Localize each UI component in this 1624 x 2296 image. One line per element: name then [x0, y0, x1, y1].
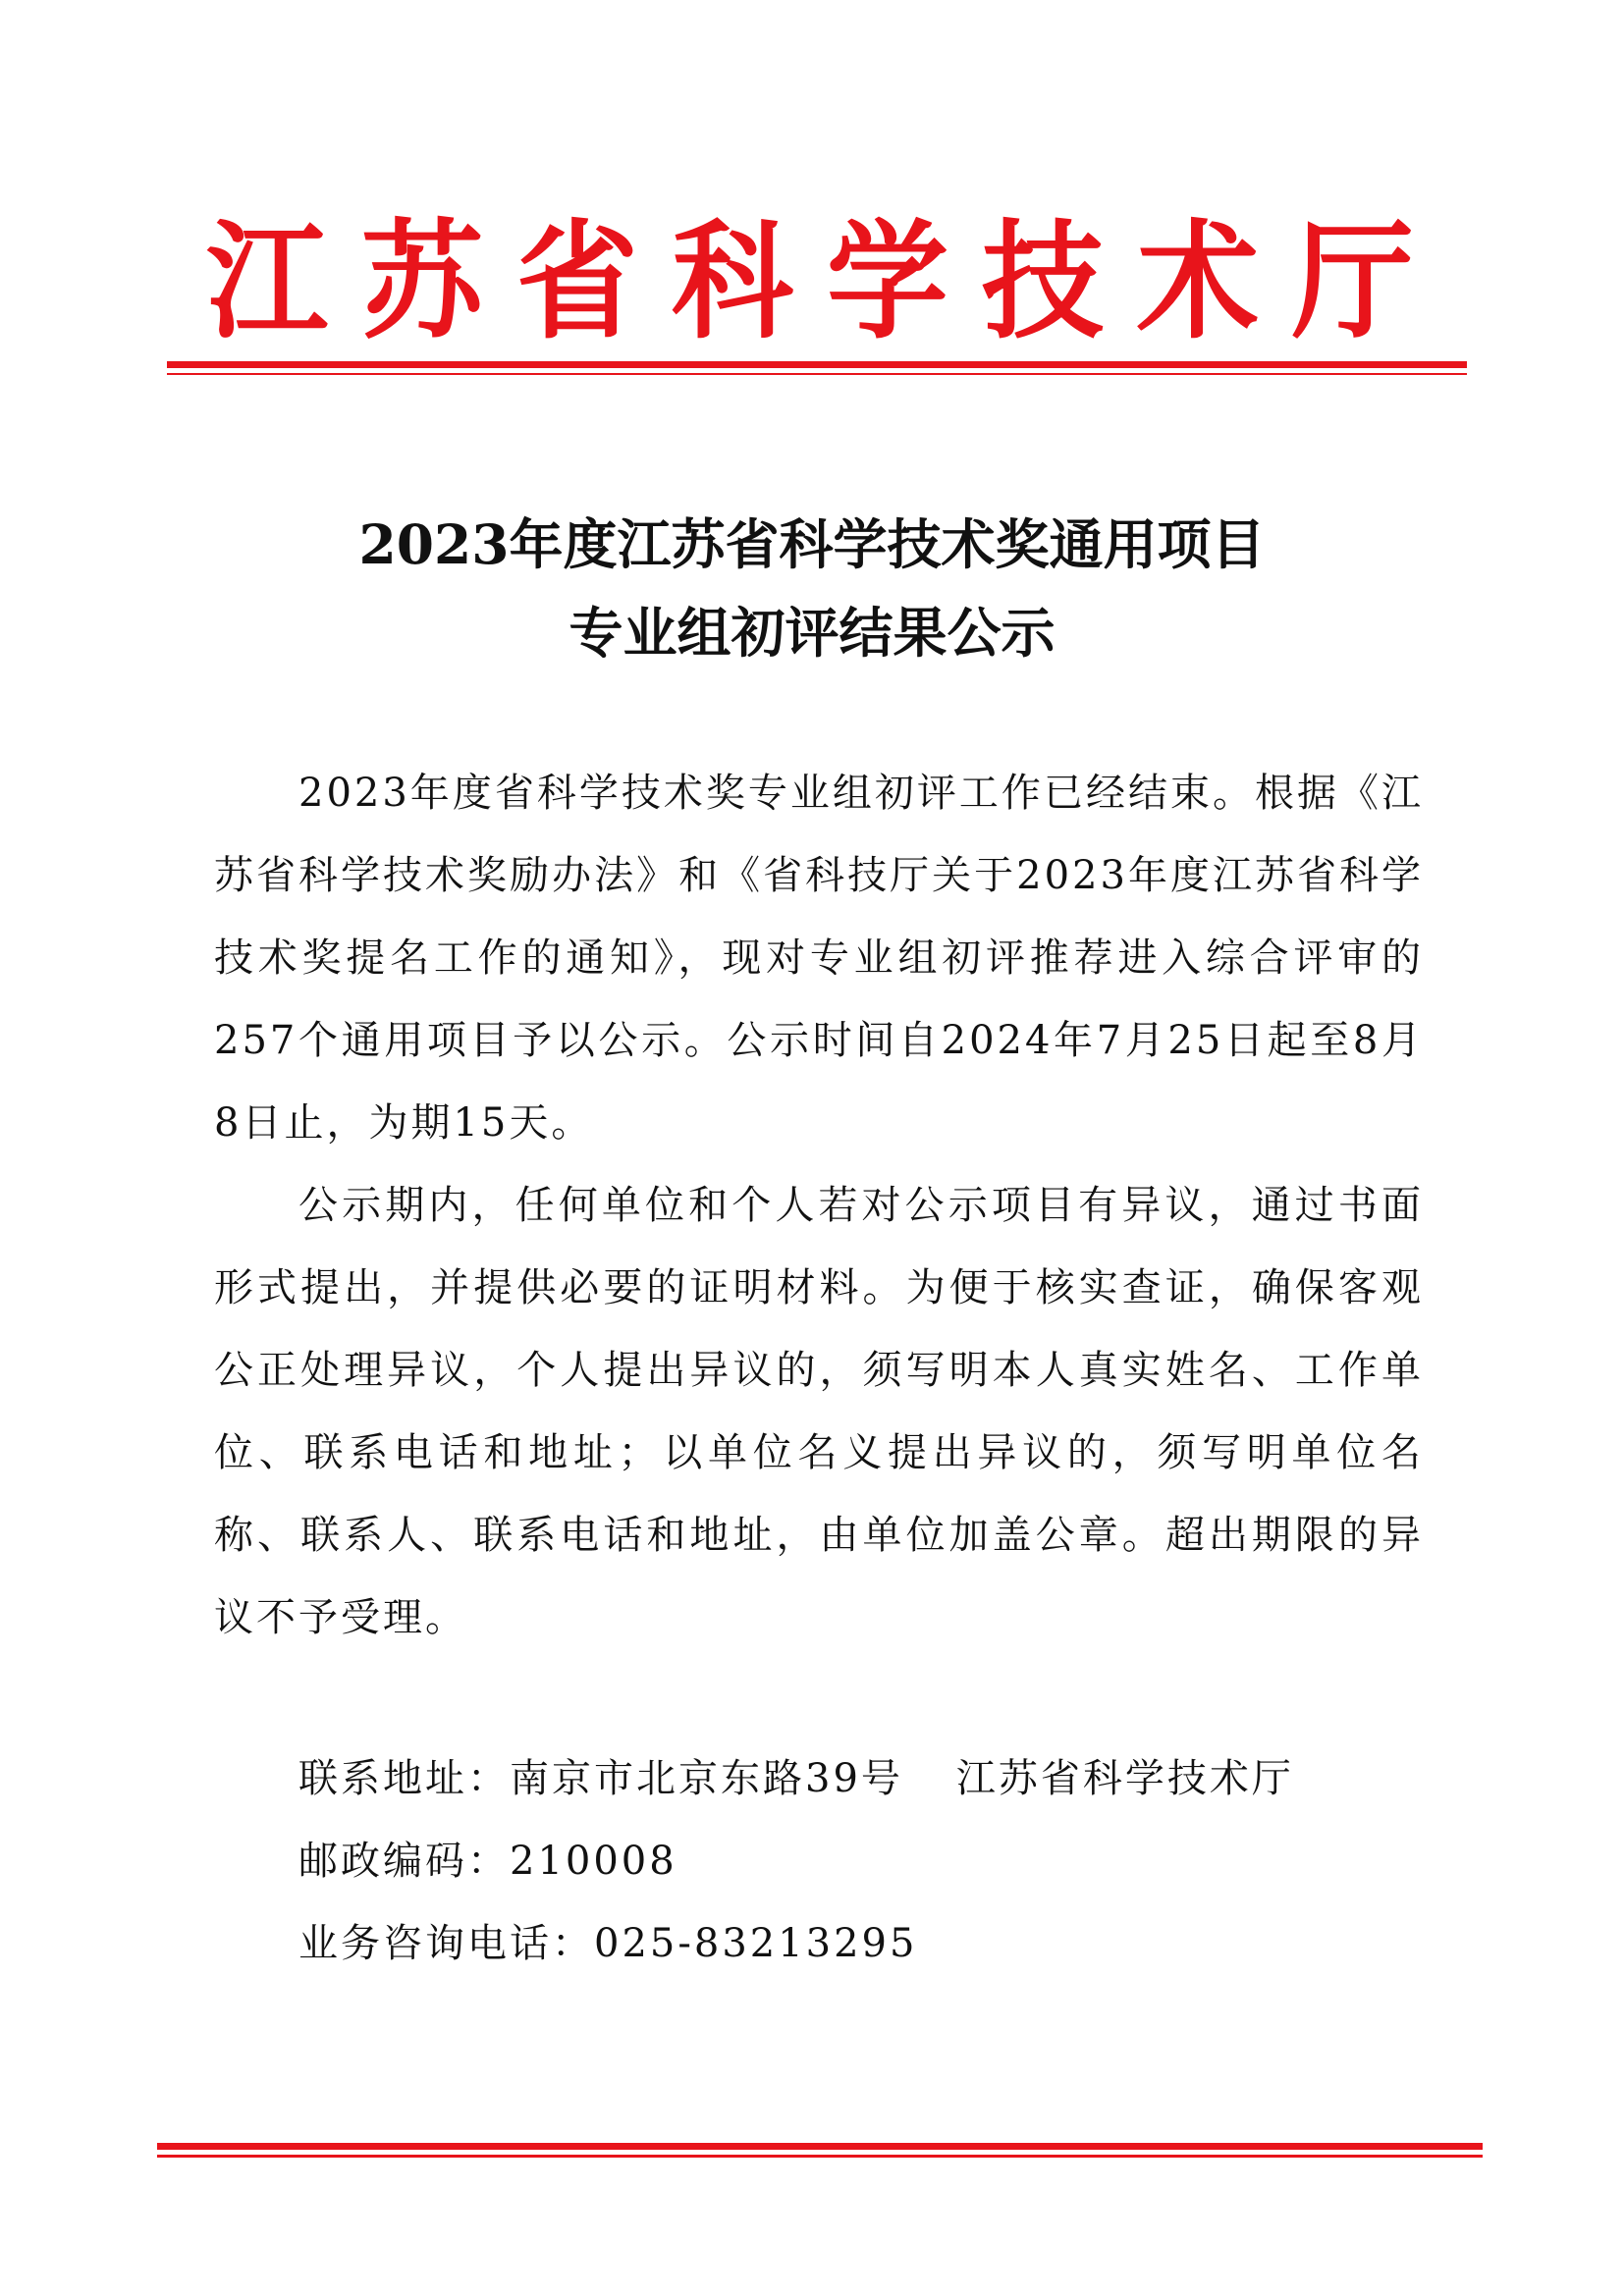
document-title-line2: 专业组初评结果公示	[568, 601, 1056, 665]
masthead-char: 省	[515, 208, 638, 357]
masthead-char: 苏	[360, 208, 483, 357]
body-paragraph-1: 2023年度省科学技术奖专业组初评工作已经结束。根据《江苏省科学技术奖励办法》和《省科技厅关于2023年度江苏省科学技术奖提名工作的通知》，现对专业组初评推荐进入综合评审的257个通用项目予以公示。公示时间自2024年7月25日起至8月8日止，为期15天。	[214, 771, 1424, 1146]
contact-address-label: 联系地址：	[298, 1756, 510, 1801]
footer-rule-thick	[157, 2143, 1483, 2150]
masthead-char: 科	[671, 208, 793, 357]
body-paragraph-2: 公示期内，任何单位和个人若对公示项目有异议，通过书面形式提出，并提供必要的证明材料。为便于核实查证，确保客观公正处理异议，个人提出异议的，须写明本人真实姓名、工作单位、联系电话和地址；以单位名义提出异议的，须写明单位名称、联系人、联系电话和地址，由单位加盖公章。超出期限的异议不予受理。	[214, 1183, 1424, 1640]
masthead-rule-thin	[167, 373, 1467, 375]
masthead-rule-thick	[167, 361, 1467, 368]
contact-postcode-label: 邮政编码：	[298, 1839, 510, 1884]
contact-address-org: 江苏省科学技术厅	[955, 1756, 1294, 1801]
contact-block	[298, 1737, 1428, 1985]
document-title	[157, 501, 1467, 677]
document-title-line1: 2023年度江苏省科学技术奖通用项目	[358, 512, 1266, 576]
footer-rule-thin	[157, 2155, 1483, 2158]
masthead-char: 术	[1136, 208, 1259, 357]
contact-postcode-value: 210008	[510, 1839, 677, 1884]
contact-postcode-line	[298, 1820, 1428, 1902]
document-body	[214, 752, 1424, 1659]
masthead-org-name	[206, 208, 1414, 357]
contact-phone-label: 业务咨询电话：	[298, 1921, 594, 1966]
masthead-char: 学	[826, 208, 948, 357]
masthead-char: 江	[206, 208, 329, 357]
contact-address-line	[298, 1737, 1428, 1820]
masthead-char: 厅	[1291, 208, 1414, 357]
contact-address-value: 南京市北京东路39号	[510, 1756, 903, 1801]
contact-phone-value: 025-83213295	[594, 1921, 918, 1966]
contact-phone-line	[298, 1902, 1428, 1985]
masthead-char: 技	[981, 208, 1104, 357]
